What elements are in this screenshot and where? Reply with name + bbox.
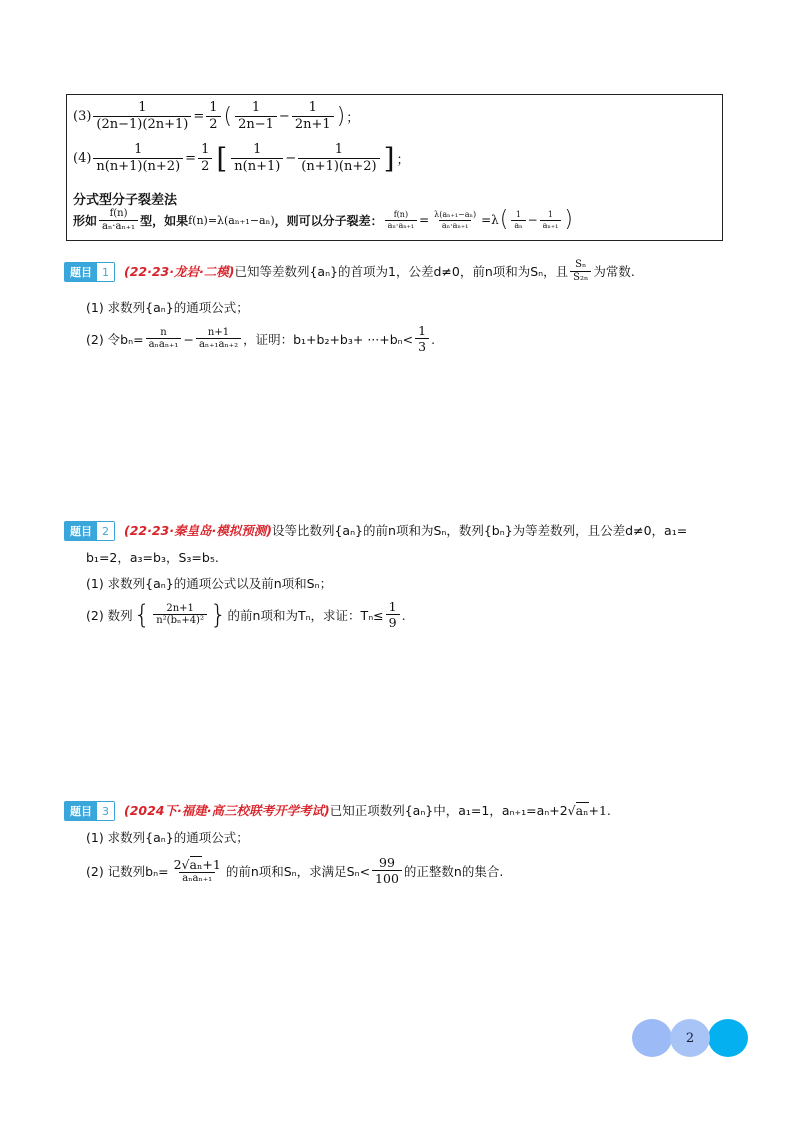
denominator: aₙ — [511, 220, 525, 231]
question-1-part-1: (1) 求数列{aₙ}的通项公式； — [86, 300, 249, 315]
stem-text: 设等比数列{aₙ}的前n项和为Sₙ，数列{bₙ}为等差数列，且公差d≠0，a₁= — [271, 523, 688, 538]
numerator: 1 — [515, 210, 521, 220]
numerator: 1 — [547, 210, 554, 220]
formula-line-4 — [73, 143, 410, 175]
fraction — [431, 210, 479, 230]
semicolon: ； — [346, 111, 360, 127]
text: 形如 — [73, 213, 98, 228]
semicolon: ； — [396, 153, 410, 169]
part-text: 的正整数n的集合. — [403, 864, 504, 880]
denominator: aₙ·aₙ₊₁ — [99, 220, 138, 233]
left-bracket: [ — [216, 141, 228, 175]
numerator — [171, 858, 224, 872]
question-1-part-2 — [86, 324, 435, 354]
stem-text: +1. — [588, 802, 611, 818]
part-text: (2) 记数列bₙ= — [86, 864, 169, 880]
tag-label: 题目 — [65, 263, 97, 281]
denominator: (2n−1)(2n+1) — [93, 116, 191, 133]
fraction — [93, 143, 183, 175]
fraction — [198, 143, 212, 175]
numerator: n+1 — [207, 326, 230, 338]
formula-line-3 — [73, 101, 359, 133]
question-2-stem — [124, 521, 687, 539]
denominator: aₙ₊₁ — [540, 220, 562, 231]
numerator: 1 — [138, 100, 147, 115]
period: . — [401, 607, 406, 623]
right-paren: ) — [564, 207, 573, 233]
fraction — [570, 259, 591, 284]
numerator: 1 — [201, 142, 210, 157]
numerator-coefficient: 2 — [173, 856, 182, 872]
denominator: 2 — [198, 158, 212, 175]
question-source: (22·23·秦皇岛·模拟预测) — [124, 523, 272, 538]
numerator: Sₙ — [575, 259, 587, 270]
tag-label: 题目 — [65, 802, 97, 820]
numerator: n — [160, 326, 167, 338]
question-tag-3 — [64, 801, 115, 821]
method-line — [73, 208, 574, 233]
stem-text: 为常数. — [593, 264, 635, 280]
question-2-stem-cont: b₁=2，a₃=b₃，S₃=b₅. — [86, 550, 219, 565]
sqrt-radicand: aₙ — [189, 856, 203, 872]
fraction — [386, 600, 400, 630]
numerator: f(n) — [393, 210, 409, 220]
fraction — [292, 101, 334, 133]
equals-sign: = — [193, 109, 205, 125]
equals-sign: = — [419, 213, 430, 228]
equals-sign: = — [185, 151, 197, 167]
right-brace: } — [209, 600, 227, 631]
numerator: 1 — [418, 323, 427, 338]
equals-lambda: =λ — [481, 213, 499, 228]
part-text: (2) 数列 — [86, 608, 133, 624]
fraction — [171, 858, 224, 885]
denominator: S₂ₙ — [570, 271, 591, 284]
numerator: 1 — [134, 142, 143, 157]
part-text: ，证明：b₁+b₂+b₃+ ···+bₙ< — [243, 332, 414, 348]
part-text: (2) 令bₙ= — [86, 332, 144, 348]
text: 型，如果 — [140, 213, 189, 228]
numerator: 1 — [334, 142, 344, 157]
fraction — [206, 101, 220, 133]
page-badge-right-circle — [708, 1019, 748, 1057]
fraction — [153, 603, 207, 628]
question-2-part-1: (1) 求数列{aₙ}的通项公式以及前n项和Sₙ； — [86, 576, 333, 591]
question-1-stem — [124, 259, 635, 284]
item-label: (3) — [73, 109, 92, 125]
sqrt-sign: √ — [181, 856, 190, 872]
item-label: (4) — [73, 151, 92, 167]
numerator: 99 — [379, 855, 395, 870]
right-bracket: ] — [383, 141, 395, 175]
denominator: 3 — [415, 338, 429, 354]
denominator: aₙ·aₙ₊₁ — [385, 220, 417, 231]
numerator: 1 — [209, 100, 218, 115]
question-tag-2 — [64, 521, 115, 541]
question-3-part-2 — [86, 856, 503, 886]
minus-sign: − — [285, 151, 297, 167]
sqrt-radicand: aₙ — [575, 803, 589, 818]
numerator: f(n) — [109, 208, 128, 219]
denominator: n(n+1)(n+2) — [93, 158, 183, 175]
fraction — [196, 327, 241, 352]
question-source: (22·23·龙岩·二模) — [124, 264, 235, 280]
part-text: 的前n项和为Tₙ，求证：Tₙ≤ — [227, 608, 384, 624]
numerator: 2n+1 — [166, 602, 194, 614]
sqrt-sign: √ — [567, 802, 576, 818]
page-number: 2 — [670, 1019, 710, 1057]
denominator: n(n+1) — [231, 158, 283, 175]
fraction — [415, 324, 429, 354]
stem-text: 已知正项数列{aₙ}中，a₁=1，aₙ₊₁=aₙ+2 — [329, 803, 568, 818]
formula-box — [66, 94, 723, 241]
fraction — [540, 210, 562, 230]
denominator: aₙaₙ₊₁ — [179, 872, 215, 885]
denominator: 9 — [386, 614, 400, 630]
fraction — [146, 327, 182, 352]
fraction — [298, 143, 379, 175]
denominator: n²(bₙ+4)² — [153, 614, 207, 627]
denominator: aₙ₊₁aₙ₊₂ — [196, 338, 241, 351]
numerator: 1 — [388, 599, 397, 614]
numerator: 1 — [308, 100, 317, 115]
denominator: (n+1)(n+2) — [298, 158, 379, 175]
left-paren: ( — [223, 103, 233, 129]
text: ，则可以分子裂差： — [274, 213, 383, 228]
tag-index: 3 — [97, 802, 114, 820]
question-source: (2024下·福建·高三校联考开学考试) — [124, 803, 330, 818]
question-3-stem — [124, 801, 611, 819]
condition: f(n)=λ(aₙ₊₁−aₙ) — [188, 213, 275, 227]
tag-index: 2 — [97, 522, 114, 540]
period: . — [431, 331, 436, 347]
fraction — [372, 856, 402, 886]
fraction — [235, 101, 277, 133]
part-text: 的前n项和Sₙ，求满足Sₙ< — [225, 864, 371, 880]
tag-label: 题目 — [65, 522, 97, 540]
denominator: 2n+1 — [292, 116, 334, 133]
section-heading: 分式型分子裂差法 — [73, 193, 178, 208]
numerator: λ(aₙ₊₁−aₙ) — [434, 210, 477, 220]
fraction — [93, 101, 191, 133]
fraction — [385, 210, 417, 230]
question-3-part-1: (1) 求数列{aₙ}的通项公式； — [86, 830, 249, 845]
question-2-part-2 — [86, 600, 406, 630]
denominator: 100 — [372, 870, 402, 886]
tag-index: 1 — [97, 263, 114, 281]
stem-text: 已知等差数列{aₙ}的首项为1，公差d≠0，前n项和为Sₙ，且 — [234, 264, 569, 280]
numerator-tail: +1 — [202, 856, 221, 872]
fraction — [231, 143, 283, 175]
left-brace: { — [133, 600, 151, 631]
denominator: aₙaₙ₊₁ — [146, 338, 182, 351]
question-tag-1 — [64, 262, 115, 282]
fraction — [99, 208, 138, 233]
right-paren: ) — [336, 103, 346, 129]
left-paren: ( — [499, 207, 509, 233]
minus-sign: − — [278, 109, 290, 125]
denominator: 2n−1 — [235, 116, 277, 133]
numerator: 1 — [253, 142, 262, 157]
minus-sign: − — [183, 331, 194, 347]
minus-sign: − — [527, 213, 538, 228]
denominator: aₙ·aₙ₊₁ — [439, 220, 471, 231]
page-badge-left-circle — [632, 1019, 672, 1057]
numerator: 1 — [251, 100, 261, 115]
denominator: 2 — [206, 116, 220, 133]
fraction — [511, 210, 525, 230]
